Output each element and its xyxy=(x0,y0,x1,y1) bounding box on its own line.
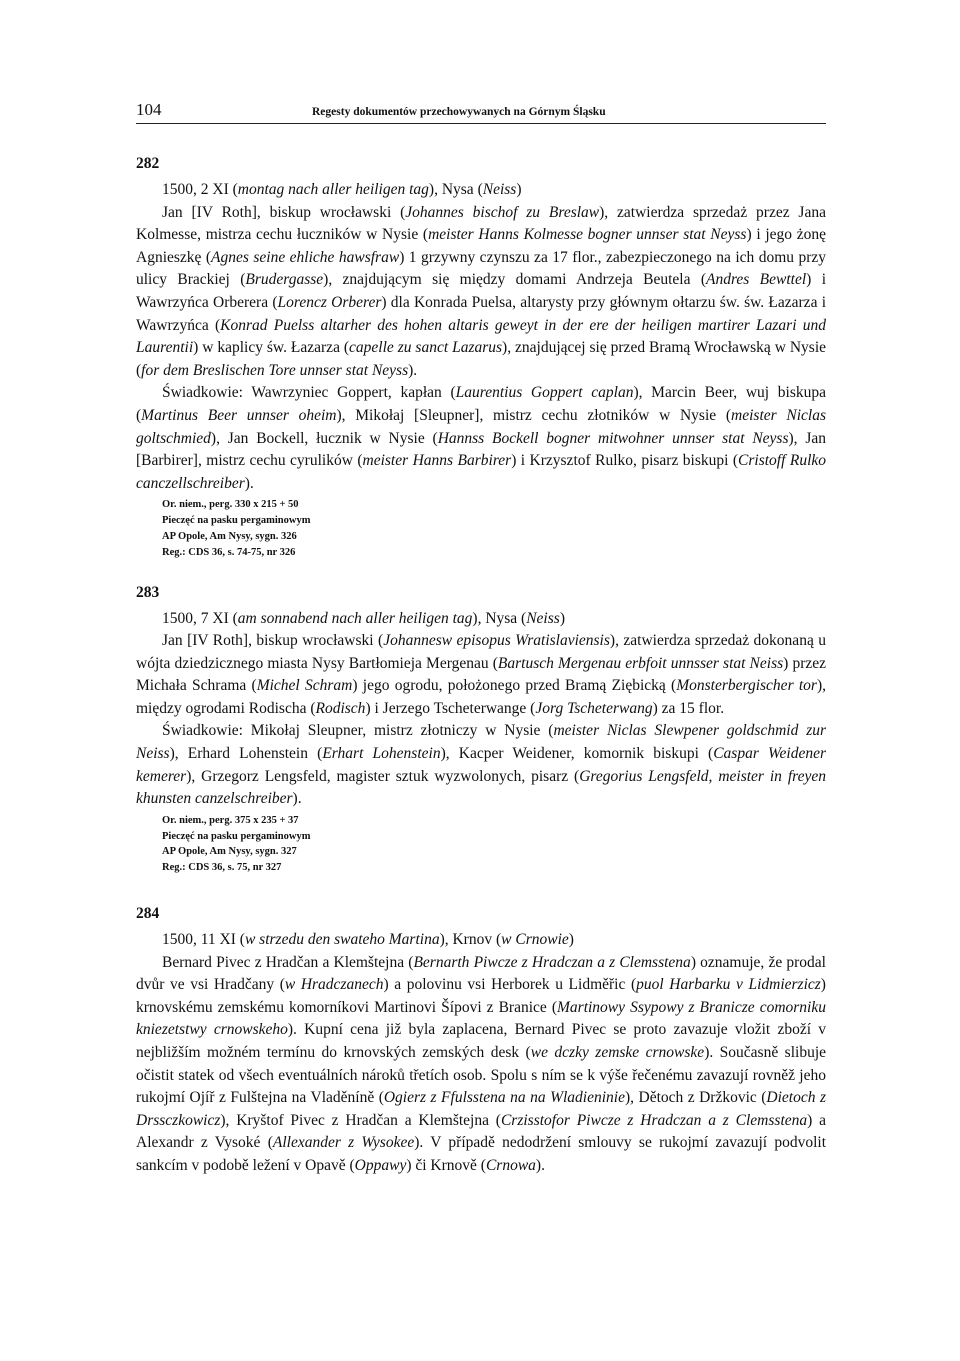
entry-paragraph xyxy=(136,382,826,495)
source-quote: Andres Bewttel xyxy=(705,271,807,289)
archival-note: Pieczęć na pasku pergaminowym xyxy=(162,830,311,842)
entry-date-place xyxy=(136,608,826,631)
text-segment: ) jego ogrodu, położonego przed Bramą Ziębicką ( xyxy=(352,677,677,695)
text-segment: ). Současně slibuje očistit statek od všech eventuálních nároků třetích osob. Spolu s ním se k výše řečenému zavazují rovněž jeho rukojmí Ojíř z Fulštejna na Vladěníně ( xyxy=(136,1044,827,1107)
text-segment: ), Grzegorz Lengsfeld, magister sztuk wyzwolonych, pisarz ( xyxy=(186,767,580,785)
source-quote: Lorencz Orberer xyxy=(277,293,382,311)
text-segment: ). xyxy=(408,361,418,379)
source-quote: Crnowa xyxy=(485,1156,536,1174)
page-number: 104 xyxy=(136,100,162,119)
text-segment: ) i Krzysztof Rulko, pisarz biskupi ( xyxy=(511,452,739,470)
text-segment: ) i jego żonę Agnieszkę ( xyxy=(136,226,826,266)
entry-paragraph xyxy=(136,630,826,720)
text-segment: ), zatwierdza sprzedaż przez Jana Kolmesse, mistrza cechu łuczników w Nysie ( xyxy=(136,203,826,244)
source-quote: meister Hanns Barbirer xyxy=(362,452,512,470)
regest-entry-284 xyxy=(136,905,826,1178)
text-segment: Jan [IV Roth], biskup wrocławski ( xyxy=(162,632,384,650)
text-segment: ), Nysa ( xyxy=(428,181,483,198)
entry-body xyxy=(136,929,826,1178)
entry-notes xyxy=(162,497,826,560)
text-segment: ). xyxy=(292,790,302,808)
source-quote: Erhart Lohenstein xyxy=(322,745,441,763)
text-segment: ), znajdującym się między domami Andrzeja Beutela ( xyxy=(323,271,706,289)
archival-note: Or. niem., perg. 375 x 235 + 37 xyxy=(162,814,299,826)
source-quote: w Crnowie xyxy=(501,931,569,949)
archival-note: Pieczęć na pasku pergaminowym xyxy=(162,515,311,527)
source-quote: Hannss Bockell bogner mitwohner unnser stat Neyss xyxy=(437,429,789,447)
running-title: Regesty dokumentów przechowywanych na Górnym Śląsku xyxy=(312,106,606,118)
source-quote: Allexander z Wysokee xyxy=(272,1134,415,1152)
entry-date-place xyxy=(136,179,826,202)
text-segment: ), zatwierdza sprzedaż dokonaną u wójta dziedzicznego miasta Nysy Bartłomieja Mergenau ( xyxy=(136,632,826,672)
archival-note: AP Opole, Am Nysy, sygn. 327 xyxy=(162,846,297,858)
text-segment: Świadkowie: Wawrzyniec Goppert, kapłan ( xyxy=(162,384,456,402)
text-segment: Świadkowie: Mikołaj Sleupner, mistrz złotniczy w Nysie ( xyxy=(162,722,554,740)
text-segment: ), Kryštof Pivec z Hradčan a Klemštejna ( xyxy=(220,1111,501,1129)
source-quote: am sonnabend nach aller heiligen tag xyxy=(237,609,473,627)
entry-body xyxy=(136,179,826,495)
text-segment: ). xyxy=(535,1156,545,1174)
source-quote: Caspar Weidener kemerer xyxy=(136,745,826,785)
archival-note: Or. niem., perg. 330 x 215 + 50 xyxy=(162,499,299,511)
entry-paragraph xyxy=(136,720,826,810)
source-quote: Monsterbergischer tor xyxy=(676,677,817,695)
source-quote: w strzedu den swateho Martina xyxy=(244,931,440,949)
text-segment: ) przez Michała Schrama ( xyxy=(136,654,826,695)
text-segment: ), Jan Bockell, łucznik w Nysie ( xyxy=(210,429,438,447)
source-quote: Neiss xyxy=(526,609,560,627)
source-quote: Johannes bischof zu Breslaw xyxy=(405,203,600,221)
text-segment: ), Dětoch z Držkovic ( xyxy=(624,1089,767,1107)
source-quote: Martinus Beer unnser oheim xyxy=(141,406,337,424)
source-quote: Jorg Tscheterwang xyxy=(535,699,653,717)
entry-number: 284 xyxy=(136,905,160,923)
text-segment: ), Mikołaj [Sleupner], mistrz cechu złotników w Nysie ( xyxy=(336,406,732,424)
source-quote: meister Hanns Kolmesse bogner unnser stat Neyss xyxy=(428,226,747,244)
text-segment: ) i Jerzego Tscheterwange ( xyxy=(365,699,536,717)
text-segment: ). V případě nedodržení smlouvy se rukojmí zavazují podvolit sankcím v podobě ležení v Opavě ( xyxy=(136,1134,826,1174)
source-quote: Ogierz z Ffulsstena na na Wladieninie xyxy=(383,1089,625,1107)
source-quote: Gregorius Lengsfeld, meister in freyen khunsten canzelschreiber xyxy=(136,767,826,808)
source-quote: puol Harbarku v Lidmierzicz xyxy=(636,976,821,994)
source-quote: Neiss xyxy=(482,181,517,198)
source-quote: meister Niclas goltschmied xyxy=(136,406,827,447)
archival-note: AP Opole, Am Nysy, sygn. 326 xyxy=(162,530,297,542)
text-segment: Bernard Pivec z Hradčan a Klemštejna ( xyxy=(162,953,414,971)
source-quote: montag nach aller heiligen tag xyxy=(237,181,429,198)
text-segment: ) xyxy=(516,181,522,198)
source-quote: we dczky zemske crnowske xyxy=(530,1044,705,1061)
source-quote: Crzisstofor Piwcze z Hradczan a z Clemsstena xyxy=(500,1111,808,1129)
regest-entry-283 xyxy=(136,584,826,877)
text-segment: ), Kacper Weidener, komornik biskupi ( xyxy=(440,745,714,763)
text-segment: ) či Krnově ( xyxy=(406,1156,486,1174)
entry-paragraph xyxy=(136,952,826,1178)
text-segment: ) a polovinu vsi Herborek u Lidměřic ( xyxy=(383,976,637,994)
source-quote: Cristoff Rulko canczellschreiber xyxy=(136,452,827,492)
text-segment: ) dla Konrada Puelsa, altarysty przy głównym ołtarzu św. św. Łazarza i Wawrzyńca ( xyxy=(136,293,827,334)
text-segment: ) i Wawrzyńca Orberera ( xyxy=(136,271,826,311)
text-segment: ), Nysa ( xyxy=(472,609,527,627)
text-segment: ) za 15 flor. xyxy=(652,699,725,717)
text-segment: ) a Alexandr z Vysoké ( xyxy=(136,1111,826,1152)
text-segment: ) xyxy=(559,609,565,627)
source-quote: Michel Schram xyxy=(256,677,353,695)
text-segment: ) w kaplicy św. Łazarza ( xyxy=(193,339,350,357)
source-quote: Konrad Puelss altarher des hohen altaris geweyt in der ere der heiligen martirer Lazari und Laurentii xyxy=(136,316,826,357)
text-segment: ), Krnov ( xyxy=(439,931,502,949)
text-segment: 1500, 11 XI ( xyxy=(162,931,245,949)
text-segment: ) 1 grzywny czynszu za 17 flor., zabezpieczonego na ich domu przy ulicy Brackiej ( xyxy=(136,248,827,289)
text-segment: ), znajdującej się przed Bramą Wrocławską w Nysie ( xyxy=(136,339,827,379)
text-segment: 1500, 2 XI ( xyxy=(162,181,238,198)
text-segment: ). Kupní cena již byla zaplacena, Bernard Pivec se proto zavazuje vložit zboží v nejbližším možném termínu do krnovských zemských desk ( xyxy=(136,1021,826,1061)
text-segment: ), Marcin Beer, wuj biskupa ( xyxy=(136,384,826,424)
text-segment: ) xyxy=(568,931,574,949)
archival-note: Reg.: CDS 36, s. 75, nr 327 xyxy=(162,862,282,874)
entry-notes xyxy=(162,813,826,876)
entry-number: 282 xyxy=(136,155,160,172)
entry-body xyxy=(136,608,826,811)
source-quote: Laurentius Goppert caplan xyxy=(455,384,634,402)
text-segment: 1500, 7 XI ( xyxy=(162,609,238,627)
source-quote: Martinowy Ssypowy z Branicze comorniku kniezetstwy crnowskeho xyxy=(136,998,826,1039)
text-segment: ) krnovskému zemskému komorníkovi Martinovi Šípovi z Branice ( xyxy=(136,976,826,1016)
source-quote: Bartusch Mergenau erbfoit unnsser stat Neiss xyxy=(497,654,784,672)
source-quote: meister Niclas Slewpener goldschmid zur Neiss xyxy=(136,722,827,763)
source-quote: Agnes seine ehliche hawsfraw xyxy=(211,248,400,266)
source-quote: w Hradczanech xyxy=(284,976,384,994)
page-header xyxy=(136,100,826,124)
source-quote: Bernarth Piwcze z Hradczan a z Clemsstena xyxy=(413,953,691,971)
source-quote: for dem Breslischen Tore unnser stat Neyss xyxy=(141,361,409,379)
text-segment: ). xyxy=(244,474,254,492)
source-quote: Oppawy xyxy=(354,1156,407,1174)
text-segment: ), Jan [Barbirer], mistrz cechu cyrulików ( xyxy=(136,429,826,470)
source-quote: Dietoch z Drssczkowicz xyxy=(136,1089,827,1129)
document-page xyxy=(136,100,826,1180)
text-segment: ), między ogrodami Rodischa ( xyxy=(136,677,826,717)
source-quote: Rodisch xyxy=(315,699,366,717)
entry-date-place xyxy=(136,929,826,952)
source-quote: Johannesw episopus Wratislaviensis xyxy=(383,632,610,650)
text-segment: ) oznamuje, že prodal dvůr ve vsi Hradčany ( xyxy=(136,953,826,994)
source-quote: capelle zu sanct Lazarus xyxy=(349,339,503,357)
entry-number: 283 xyxy=(136,583,160,601)
entry-paragraph xyxy=(136,202,826,383)
text-segment: Jan [IV Roth], biskup wrocławski ( xyxy=(162,203,406,221)
regest-entry-282 xyxy=(136,155,826,561)
archival-note: Reg.: CDS 36, s. 74-75, nr 326 xyxy=(162,546,296,558)
text-segment: ), Erhard Lohenstein ( xyxy=(169,745,323,763)
source-quote: Brudergasse xyxy=(245,271,324,289)
